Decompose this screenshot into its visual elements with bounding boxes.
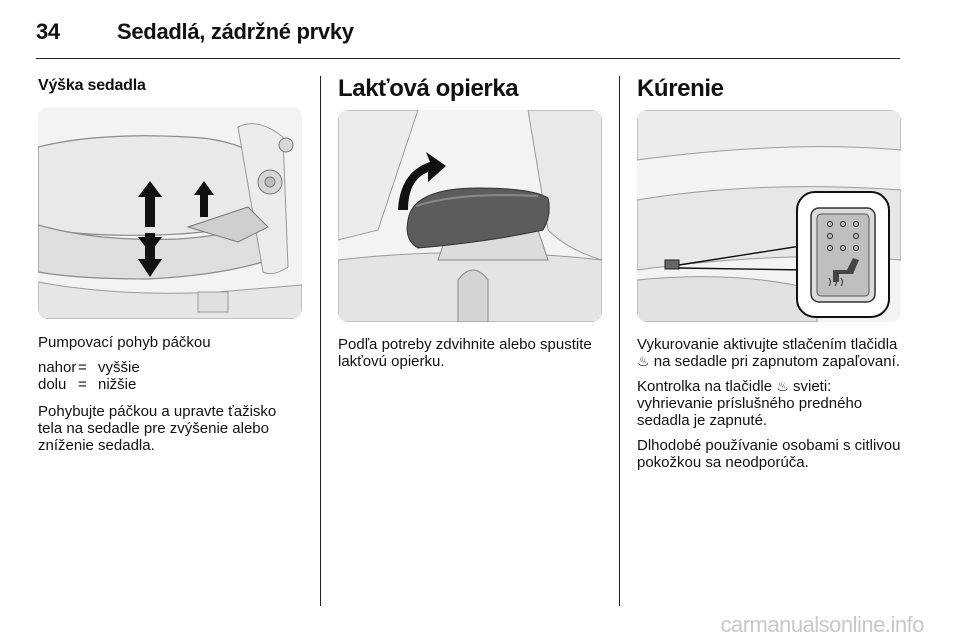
page-number: 34	[36, 19, 60, 44]
definition-value: vyššie	[98, 359, 140, 376]
seat-heating-illustration	[637, 110, 901, 322]
column-divider-2	[619, 76, 620, 606]
definition-row	[38, 376, 140, 393]
header-rule	[36, 58, 900, 59]
seat-height-heading: Výška sedadla	[38, 77, 146, 94]
heating-paragraph-3: Dlhodobé používanie osobami s citlivou pokožkou sa neodporúča.	[637, 437, 901, 471]
heating-heading: Kúrenie	[637, 75, 724, 102]
definition-term: nahor	[38, 359, 77, 376]
heating-section	[637, 76, 903, 616]
seat-height-paragraph: Pohybujte páčkou a upravte ťažisko tela na sedadle pre zvýšenie alebo zníženie sedadla.	[38, 403, 277, 454]
heating-p2-text-b: svieti: vyhrievanie príslušného predného sedadla je zapnuté.	[637, 378, 863, 429]
armrest-section	[338, 76, 604, 616]
seat-heating-icon: ♨	[776, 378, 789, 394]
heating-paragraph-1	[637, 336, 903, 370]
column-divider-1	[320, 76, 321, 606]
definition-term: dolu	[38, 376, 67, 393]
heating-paragraph-2	[637, 378, 903, 429]
seat-height-section	[38, 76, 304, 616]
armrest-illustration	[338, 110, 602, 322]
armrest-paragraph: Podľa potreby zdvihnite alebo spustite lakťovú opierku.	[338, 336, 592, 370]
definition-equals: =	[78, 359, 87, 376]
definition-row	[38, 359, 140, 376]
seat-heating-icon: ♨	[637, 353, 650, 369]
seat-height-illustration	[38, 107, 302, 319]
seat-height-intro: Pumpovací pohyb páčkou	[38, 334, 211, 351]
heating-p1-text-b: na sedadle pri zapnutom zapaľovaní.	[653, 353, 900, 370]
heating-p2-text-a: Kontrolka na tlačidle	[637, 378, 773, 395]
definition-equals: =	[78, 376, 87, 393]
heating-p1-text-a: Vykurovanie aktivujte stlačením tlačidla	[637, 336, 898, 353]
definition-value: nižšie	[98, 376, 137, 393]
page-title: Sedadlá, zádržné prvky	[117, 19, 354, 44]
watermark: carmanualsonline.info	[720, 612, 924, 637]
seat-height-definitions	[38, 359, 140, 393]
armrest-heading: Lakťová opierka	[338, 75, 519, 102]
